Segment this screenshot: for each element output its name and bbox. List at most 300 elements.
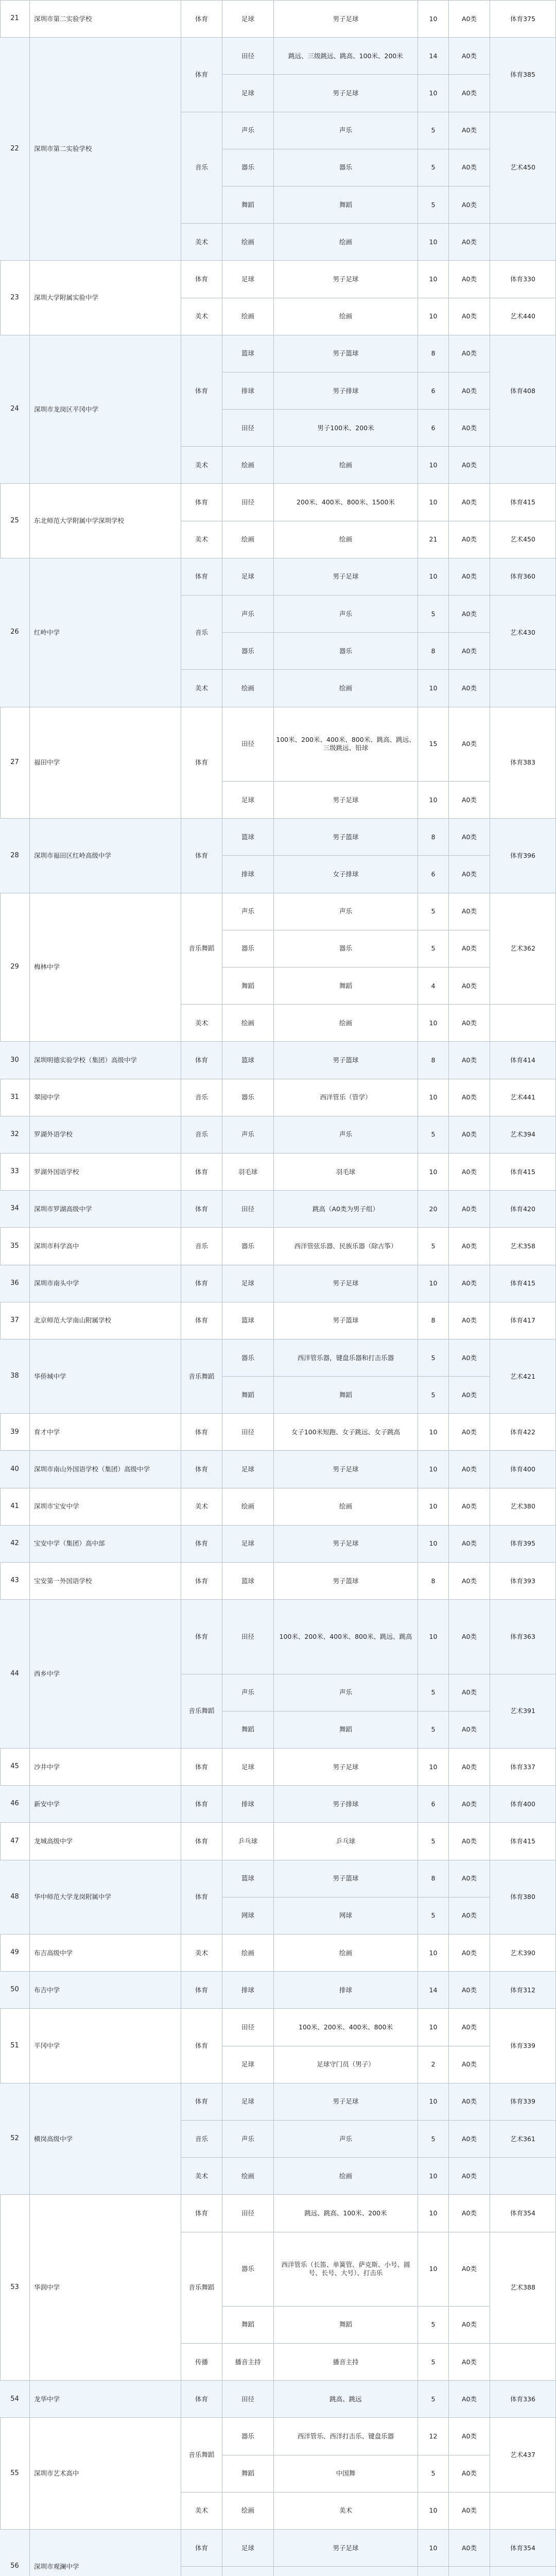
specialty-cell: 100米、200米、400米、800米、跳高、跳远、三级跳远、铅球: [274, 707, 418, 782]
score-line-cell: [490, 447, 556, 484]
specialty-cell: 网球: [274, 1897, 418, 1935]
project-cell: 声乐: [222, 2121, 274, 2158]
category-cell: 美术: [181, 2158, 222, 2195]
score-line-cell: 艺术450: [490, 521, 556, 558]
specialty-cell: 男子篮球: [274, 1302, 418, 1340]
specialty-cell: 女子100米短跑、女子跳远、女子跳高: [274, 1414, 418, 1451]
score-line-cell: 体育383: [490, 707, 556, 819]
project-cell: 绘画: [222, 1005, 274, 1042]
quota-cell: 5: [418, 149, 449, 187]
specialty-cell: 器乐: [274, 149, 418, 187]
specialty-cell: 男子足球: [274, 2530, 418, 2567]
project-cell: 足球: [222, 75, 274, 112]
school-name: 龙城高级中学: [30, 1823, 181, 1860]
project-cell: 器乐: [222, 1228, 274, 1265]
requirement-cell: A0类: [449, 1377, 490, 1414]
requirement-cell: A0类: [449, 856, 490, 893]
project-cell: 绘画: [222, 2158, 274, 2195]
score-line-cell: 艺术361: [490, 2121, 556, 2158]
quota-cell: 10: [418, 298, 449, 335]
score-line-cell: 体育363: [490, 1600, 556, 1674]
score-line-cell: 体育336: [490, 2381, 556, 2418]
row-number: 41: [0, 1488, 30, 1526]
quota-cell: 10: [418, 1265, 449, 1302]
project-cell: 足球: [222, 2046, 274, 2083]
requirement-cell: A0类: [449, 261, 490, 298]
row-number: 55: [0, 2418, 30, 2530]
requirement-cell: A0类: [449, 558, 490, 596]
specialty-cell: 绘画: [274, 1935, 418, 1972]
school-name: 龙华中学: [30, 2381, 181, 2418]
quota-cell: 10: [418, 1414, 449, 1451]
requirement-cell: A0类: [449, 298, 490, 335]
requirement-cell: A0类: [449, 1600, 490, 1674]
specialty-cell: 男子足球: [274, 1749, 418, 1786]
quota-cell: 12: [418, 2418, 449, 2455]
requirement-cell: A0类: [449, 187, 490, 224]
category-cell: 体育: [181, 1823, 222, 1860]
requirement-cell: A0类: [449, 1749, 490, 1786]
project-cell: 篮球: [222, 1563, 274, 1600]
quota-cell: 8: [418, 819, 449, 856]
project-cell: 舞蹈: [222, 187, 274, 224]
quota-cell: 5: [418, 1897, 449, 1935]
specialty-cell: 绘画: [274, 447, 418, 484]
quota-cell: [418, 2567, 449, 2576]
quota-cell: 6: [418, 1786, 449, 1823]
quota-cell: 6: [418, 372, 449, 410]
school-name: 罗湖外国语学校: [30, 1154, 181, 1191]
row-number: 35: [0, 1228, 30, 1265]
specialty-cell: 100米、200米、400米、800米、跳远、跳高: [274, 1600, 418, 1674]
school-name: 深圳市福田区红岭高级中学: [30, 819, 181, 893]
requirement-cell: A0类: [449, 1228, 490, 1265]
category-cell: 体育: [181, 1265, 222, 1302]
row-number: 39: [0, 1414, 30, 1451]
quota-cell: 5: [418, 893, 449, 930]
quota-cell: 10: [418, 2530, 449, 2567]
requirement-cell: A0类: [449, 2307, 490, 2344]
row-number: 43: [0, 1563, 30, 1600]
quota-cell: 5: [418, 112, 449, 149]
requirement-cell: A0类: [449, 1972, 490, 2009]
specialty-cell: 舞蹈: [274, 1711, 418, 1749]
school-name: 布吉中学: [30, 1972, 181, 2009]
specialty-cell: 跳远、三级跳远、跳高、100米、200米: [274, 38, 418, 75]
quota-cell: 5: [418, 1228, 449, 1265]
project-cell: 绘画: [222, 1488, 274, 1526]
project-cell: 田径: [222, 38, 274, 75]
school-name: 红岭中学: [30, 558, 181, 707]
school-name: 深圳市第二实验学校: [30, 1, 181, 38]
specialty-cell: 男子排球: [274, 372, 418, 410]
requirement-cell: A0类: [449, 1005, 490, 1042]
project-cell: 足球: [222, 558, 274, 596]
score-line-cell: 艺术388: [490, 2232, 556, 2344]
category-cell: 体育: [181, 1451, 222, 1488]
specialty-cell: 绘画: [274, 670, 418, 707]
quota-cell: 5: [418, 2381, 449, 2418]
specialty-cell: 200米、400米、800米、1500米: [274, 484, 418, 521]
school-name: 深圳市科学高中: [30, 1228, 181, 1265]
row-number: 25: [0, 484, 30, 558]
score-line-cell: 体育393: [490, 1563, 556, 1600]
row-number: 52: [0, 2083, 30, 2195]
quota-cell: 5: [418, 596, 449, 633]
project-cell: 器乐: [222, 930, 274, 968]
requirement-cell: A0类: [449, 1042, 490, 1079]
quota-cell: 10: [418, 1005, 449, 1042]
category-cell: 美术: [181, 2493, 222, 2530]
score-line-cell: 艺术421: [490, 1340, 556, 1414]
project-cell: 足球: [222, 1451, 274, 1488]
category-cell: 体育: [181, 1526, 222, 1563]
specialty-cell: 男子篮球: [274, 1860, 418, 1897]
score-line-cell: 艺术440: [490, 298, 556, 335]
quota-cell: 10: [418, 1, 449, 38]
project-cell: 绘画: [222, 2493, 274, 2530]
score-line-cell: 体育312: [490, 1972, 556, 2009]
quota-cell: 8: [418, 335, 449, 372]
requirement-cell: A0类: [449, 2158, 490, 2195]
requirement-cell: A0类: [449, 1823, 490, 1860]
requirement-cell: A0类: [449, 1414, 490, 1451]
specialty-cell: 男子篮球: [274, 335, 418, 372]
requirement-cell: A0类: [449, 1191, 490, 1228]
project-cell: 绘画: [222, 670, 274, 707]
requirement-cell: A0类: [449, 372, 490, 410]
quota-cell: 10: [418, 2158, 449, 2195]
quota-cell: 10: [418, 1749, 449, 1786]
school-name: 深圳明德实验学校（集团）高级中学: [30, 1042, 181, 1079]
specialty-cell: 美术: [274, 2493, 418, 2530]
specialty-cell: 男子足球: [274, 1265, 418, 1302]
project-cell: 足球: [222, 1749, 274, 1786]
requirement-cell: A0类: [449, 968, 490, 1005]
category-cell: 美术: [181, 670, 222, 707]
quota-cell: 10: [418, 782, 449, 819]
score-line-cell: 体育408: [490, 335, 556, 447]
quota-cell: 5: [418, 2121, 449, 2158]
requirement-cell: A0类: [449, 1563, 490, 1600]
category-cell: 美术: [181, 1935, 222, 1972]
row-number: 45: [0, 1749, 30, 1786]
score-line-cell: [490, 670, 556, 707]
row-number: 27: [0, 707, 30, 819]
category-cell: 美术: [181, 1005, 222, 1042]
project-cell: 足球: [222, 261, 274, 298]
specialty-cell: 男子篮球: [274, 1563, 418, 1600]
specialty-cell: 声乐: [274, 112, 418, 149]
category-cell: 体育: [181, 707, 222, 819]
quota-cell: 10: [418, 2009, 449, 2046]
row-number: 34: [0, 1191, 30, 1228]
quota-cell: 5: [418, 1340, 449, 1377]
category-cell: 音乐: [181, 596, 222, 670]
score-line-cell: [490, 1005, 556, 1042]
row-number: 54: [0, 2381, 30, 2418]
quota-cell: 5: [418, 1823, 449, 1860]
project-cell: 舞蹈: [222, 2455, 274, 2493]
requirement-cell: A0类: [449, 782, 490, 819]
quota-cell: 10: [418, 484, 449, 521]
row-number: 24: [0, 335, 30, 484]
specialty-cell: 绘画: [274, 298, 418, 335]
project-cell: 舞蹈: [222, 968, 274, 1005]
requirement-cell: A0类: [449, 1340, 490, 1377]
school-name: 华润中学: [30, 2195, 181, 2381]
project-cell: 器乐: [222, 1340, 274, 1377]
requirement-cell: [449, 2567, 490, 2576]
requirement-cell: A0类: [449, 930, 490, 968]
specialty-cell: 跳高（A0类为男子组）: [274, 1191, 418, 1228]
project-cell: 器乐: [222, 149, 274, 187]
quota-cell: 5: [418, 2455, 449, 2493]
project-cell: 舞蹈: [222, 1711, 274, 1749]
specialty-cell: 男子足球: [274, 1, 418, 38]
specialty-cell: 声乐: [274, 1116, 418, 1154]
score-line-cell: [490, 2158, 556, 2195]
project-cell: 绘画: [222, 521, 274, 558]
quota-cell: 5: [418, 187, 449, 224]
score-line-cell: 艺术394: [490, 1116, 556, 1154]
requirement-cell: A0类: [449, 1935, 490, 1972]
requirement-cell: A0类: [449, 2046, 490, 2083]
row-number: 56: [0, 2530, 30, 2576]
score-line-cell: 体育395: [490, 1526, 556, 1563]
quota-cell: 5: [418, 1711, 449, 1749]
project-cell: 器乐: [222, 2418, 274, 2455]
requirement-cell: A0类: [449, 38, 490, 75]
score-line-cell: 艺术362: [490, 893, 556, 1005]
score-line-cell: 艺术430: [490, 596, 556, 670]
quota-cell: 14: [418, 38, 449, 75]
project-cell: 田径: [222, 2195, 274, 2232]
specialty-cell: 跳高、跳远: [274, 2381, 418, 2418]
quota-cell: 5: [418, 2307, 449, 2344]
category-cell: 音乐舞蹈: [181, 2418, 222, 2492]
specialty-cell: 西洋管乐（管学）: [274, 1079, 418, 1116]
score-line-cell: 体育375: [490, 1, 556, 38]
specialty-cell: 跳远、跳高、100米、200米: [274, 2195, 418, 2232]
project-cell: 舞蹈: [222, 1377, 274, 1414]
specialty-cell: 男子足球: [274, 75, 418, 112]
requirement-cell: A0类: [449, 2530, 490, 2567]
row-number: 37: [0, 1302, 30, 1340]
score-line-cell: 体育420: [490, 1191, 556, 1228]
specialty-cell: 声乐: [274, 2121, 418, 2158]
specialty-cell: 排球: [274, 1972, 418, 2009]
school-name: 华中师范大学龙岗附属中学: [30, 1860, 181, 1935]
requirement-cell: A0类: [449, 1711, 490, 1749]
project-cell: 足球: [222, 1265, 274, 1302]
quota-cell: 10: [418, 224, 449, 261]
category-cell: 体育: [181, 261, 222, 298]
project-cell: 田径: [222, 707, 274, 782]
row-number: 42: [0, 1526, 30, 1563]
row-number: 46: [0, 1786, 30, 1823]
category-cell: 体育: [181, 2530, 222, 2567]
quota-cell: 10: [418, 1488, 449, 1526]
requirement-cell: A0类: [449, 2418, 490, 2455]
score-line-cell: 体育354: [490, 2195, 556, 2232]
category-cell: 美术: [181, 224, 222, 261]
school-name: 罗湖外语学校: [30, 1116, 181, 1154]
quota-cell: 10: [418, 1451, 449, 1488]
requirement-cell: A0类: [449, 2493, 490, 2530]
score-line-cell: 体育337: [490, 1749, 556, 1786]
category-cell: [181, 2567, 222, 2576]
category-cell: 体育: [181, 1, 222, 38]
specialty-cell: 西洋管弦乐器、民族乐器（除古筝）: [274, 1228, 418, 1265]
requirement-cell: A0类: [449, 819, 490, 856]
specialty-cell: 西洋管乐、西洋打击乐、键盘乐器: [274, 2418, 418, 2455]
specialty-cell: 男子排球: [274, 1786, 418, 1823]
category-cell: 美术: [181, 521, 222, 558]
row-number: 29: [0, 893, 30, 1042]
score-line-cell: 体育400: [490, 1786, 556, 1823]
row-number: 38: [0, 1340, 30, 1414]
category-cell: 体育: [181, 2195, 222, 2232]
school-name: 深圳市罗湖高级中学: [30, 1191, 181, 1228]
category-cell: 音乐舞蹈: [181, 893, 222, 1005]
requirement-cell: A0类: [449, 2455, 490, 2493]
quota-cell: 20: [418, 1191, 449, 1228]
quota-cell: 10: [418, 2232, 449, 2307]
project-cell: 声乐: [222, 596, 274, 633]
requirement-cell: A0类: [449, 2381, 490, 2418]
category-cell: 体育: [181, 2083, 222, 2121]
specialty-cell: 器乐: [274, 633, 418, 670]
quota-cell: 8: [418, 633, 449, 670]
row-number: 44: [0, 1600, 30, 1749]
requirement-cell: A0类: [449, 1488, 490, 1526]
row-number: 53: [0, 2195, 30, 2381]
category-cell: 体育: [181, 819, 222, 893]
row-number: 31: [0, 1079, 30, 1116]
score-line-cell: 体育385: [490, 38, 556, 112]
project-cell: 足球: [222, 1526, 274, 1563]
score-line-cell: 体育330: [490, 261, 556, 298]
row-number: 33: [0, 1154, 30, 1191]
category-cell: 体育: [181, 335, 222, 447]
specialty-cell: 男子篮球: [274, 819, 418, 856]
specialty-cell: 声乐: [274, 1674, 418, 1711]
specialty-cell: 西洋管乐（长笛、单簧管、萨克斯、小号、圆号、长号、大号）、打击乐: [274, 2232, 418, 2307]
requirement-cell: A0类: [449, 484, 490, 521]
score-line-cell: [490, 2344, 556, 2381]
quota-cell: 10: [418, 2493, 449, 2530]
project-cell: 篮球: [222, 335, 274, 372]
requirement-cell: A0类: [449, 1265, 490, 1302]
requirement-cell: A0类: [449, 670, 490, 707]
requirement-cell: A0类: [449, 1302, 490, 1340]
school-name: 布吉高级中学: [30, 1935, 181, 1972]
specialty-cell: 舞蹈: [274, 968, 418, 1005]
category-cell: 音乐舞蹈: [181, 2232, 222, 2344]
quota-cell: 4: [418, 968, 449, 1005]
row-number: 40: [0, 1451, 30, 1488]
project-cell: 舞蹈: [222, 2307, 274, 2344]
specialty-cell: 男子足球: [274, 782, 418, 819]
score-line-cell: 艺术380: [490, 1488, 556, 1526]
project-cell: 器乐: [222, 633, 274, 670]
specialty-cell: 足球守门员（男子）: [274, 2046, 418, 2083]
school-name: 深圳市宝安中学: [30, 1488, 181, 1526]
quota-cell: 6: [418, 856, 449, 893]
quota-cell: 10: [418, 447, 449, 484]
quota-cell: 5: [418, 1377, 449, 1414]
category-cell: 音乐舞蹈: [181, 1340, 222, 1414]
score-line-cell: 艺术441: [490, 1079, 556, 1116]
school-name: 梅林中学: [30, 893, 181, 1042]
project-cell: 田径: [222, 2381, 274, 2418]
score-line-cell: 体育400: [490, 1451, 556, 1488]
school-name: 沙井中学: [30, 1749, 181, 1786]
project-cell: 田径: [222, 2009, 274, 2046]
quota-cell: 6: [418, 410, 449, 447]
project-cell: 声乐: [222, 893, 274, 930]
category-cell: 体育: [181, 1563, 222, 1600]
category-cell: 美术: [181, 1488, 222, 1526]
quota-cell: 14: [418, 1972, 449, 2009]
school-name: 平冈中学: [30, 2009, 181, 2083]
category-cell: 体育: [181, 1860, 222, 1935]
specialty-cell: 绘画: [274, 521, 418, 558]
specialty-cell: 男子100米、200米: [274, 410, 418, 447]
school-name: 东北师范大学附属中学深圳学校: [30, 484, 181, 558]
requirement-cell: A0类: [449, 1674, 490, 1711]
requirement-cell: A0类: [449, 521, 490, 558]
score-line-cell: 体育415: [490, 1154, 556, 1191]
school-name: 深圳市第二实验学校: [30, 38, 181, 261]
quota-cell: 10: [418, 670, 449, 707]
school-name: 福田中学: [30, 707, 181, 819]
score-line-cell: [490, 2493, 556, 2530]
specialty-cell: 西洋管乐器，键盘乐器和打击乐器: [274, 1340, 418, 1377]
school-name: 深圳市南山外国语学校（集团）高级中学: [30, 1451, 181, 1488]
specialty-cell: 舞蹈: [274, 2307, 418, 2344]
project-cell: 绘画: [222, 298, 274, 335]
requirement-cell: A0类: [449, 224, 490, 261]
requirement-cell: A0类: [449, 1079, 490, 1116]
category-cell: 音乐舞蹈: [181, 1674, 222, 1749]
row-number: 23: [0, 261, 30, 335]
requirement-cell: A0类: [449, 1116, 490, 1154]
requirement-cell: A0类: [449, 149, 490, 187]
category-cell: 传播: [181, 2344, 222, 2381]
specialty-cell: 男子足球: [274, 1451, 418, 1488]
requirement-cell: A0类: [449, 2195, 490, 2232]
category-cell: 体育: [181, 1786, 222, 1823]
school-name: 翠园中学: [30, 1079, 181, 1116]
requirement-cell: A0类: [449, 1897, 490, 1935]
requirement-cell: A0类: [449, 75, 490, 112]
project-cell: 篮球: [222, 819, 274, 856]
project-cell: 田径: [222, 1600, 274, 1674]
quota-cell: 5: [418, 930, 449, 968]
quota-cell: 10: [418, 558, 449, 596]
specialty-cell: 男子足球: [274, 558, 418, 596]
specialty-cell: 绘画: [274, 1488, 418, 1526]
project-cell: 足球: [222, 1, 274, 38]
project-cell: 田径: [222, 484, 274, 521]
score-line-cell: 体育415: [490, 484, 556, 521]
category-cell: 体育: [181, 1042, 222, 1079]
category-cell: 体育: [181, 1414, 222, 1451]
quota-cell: 10: [418, 1079, 449, 1116]
school-name: 深圳市龙岗区平冈中学: [30, 335, 181, 484]
